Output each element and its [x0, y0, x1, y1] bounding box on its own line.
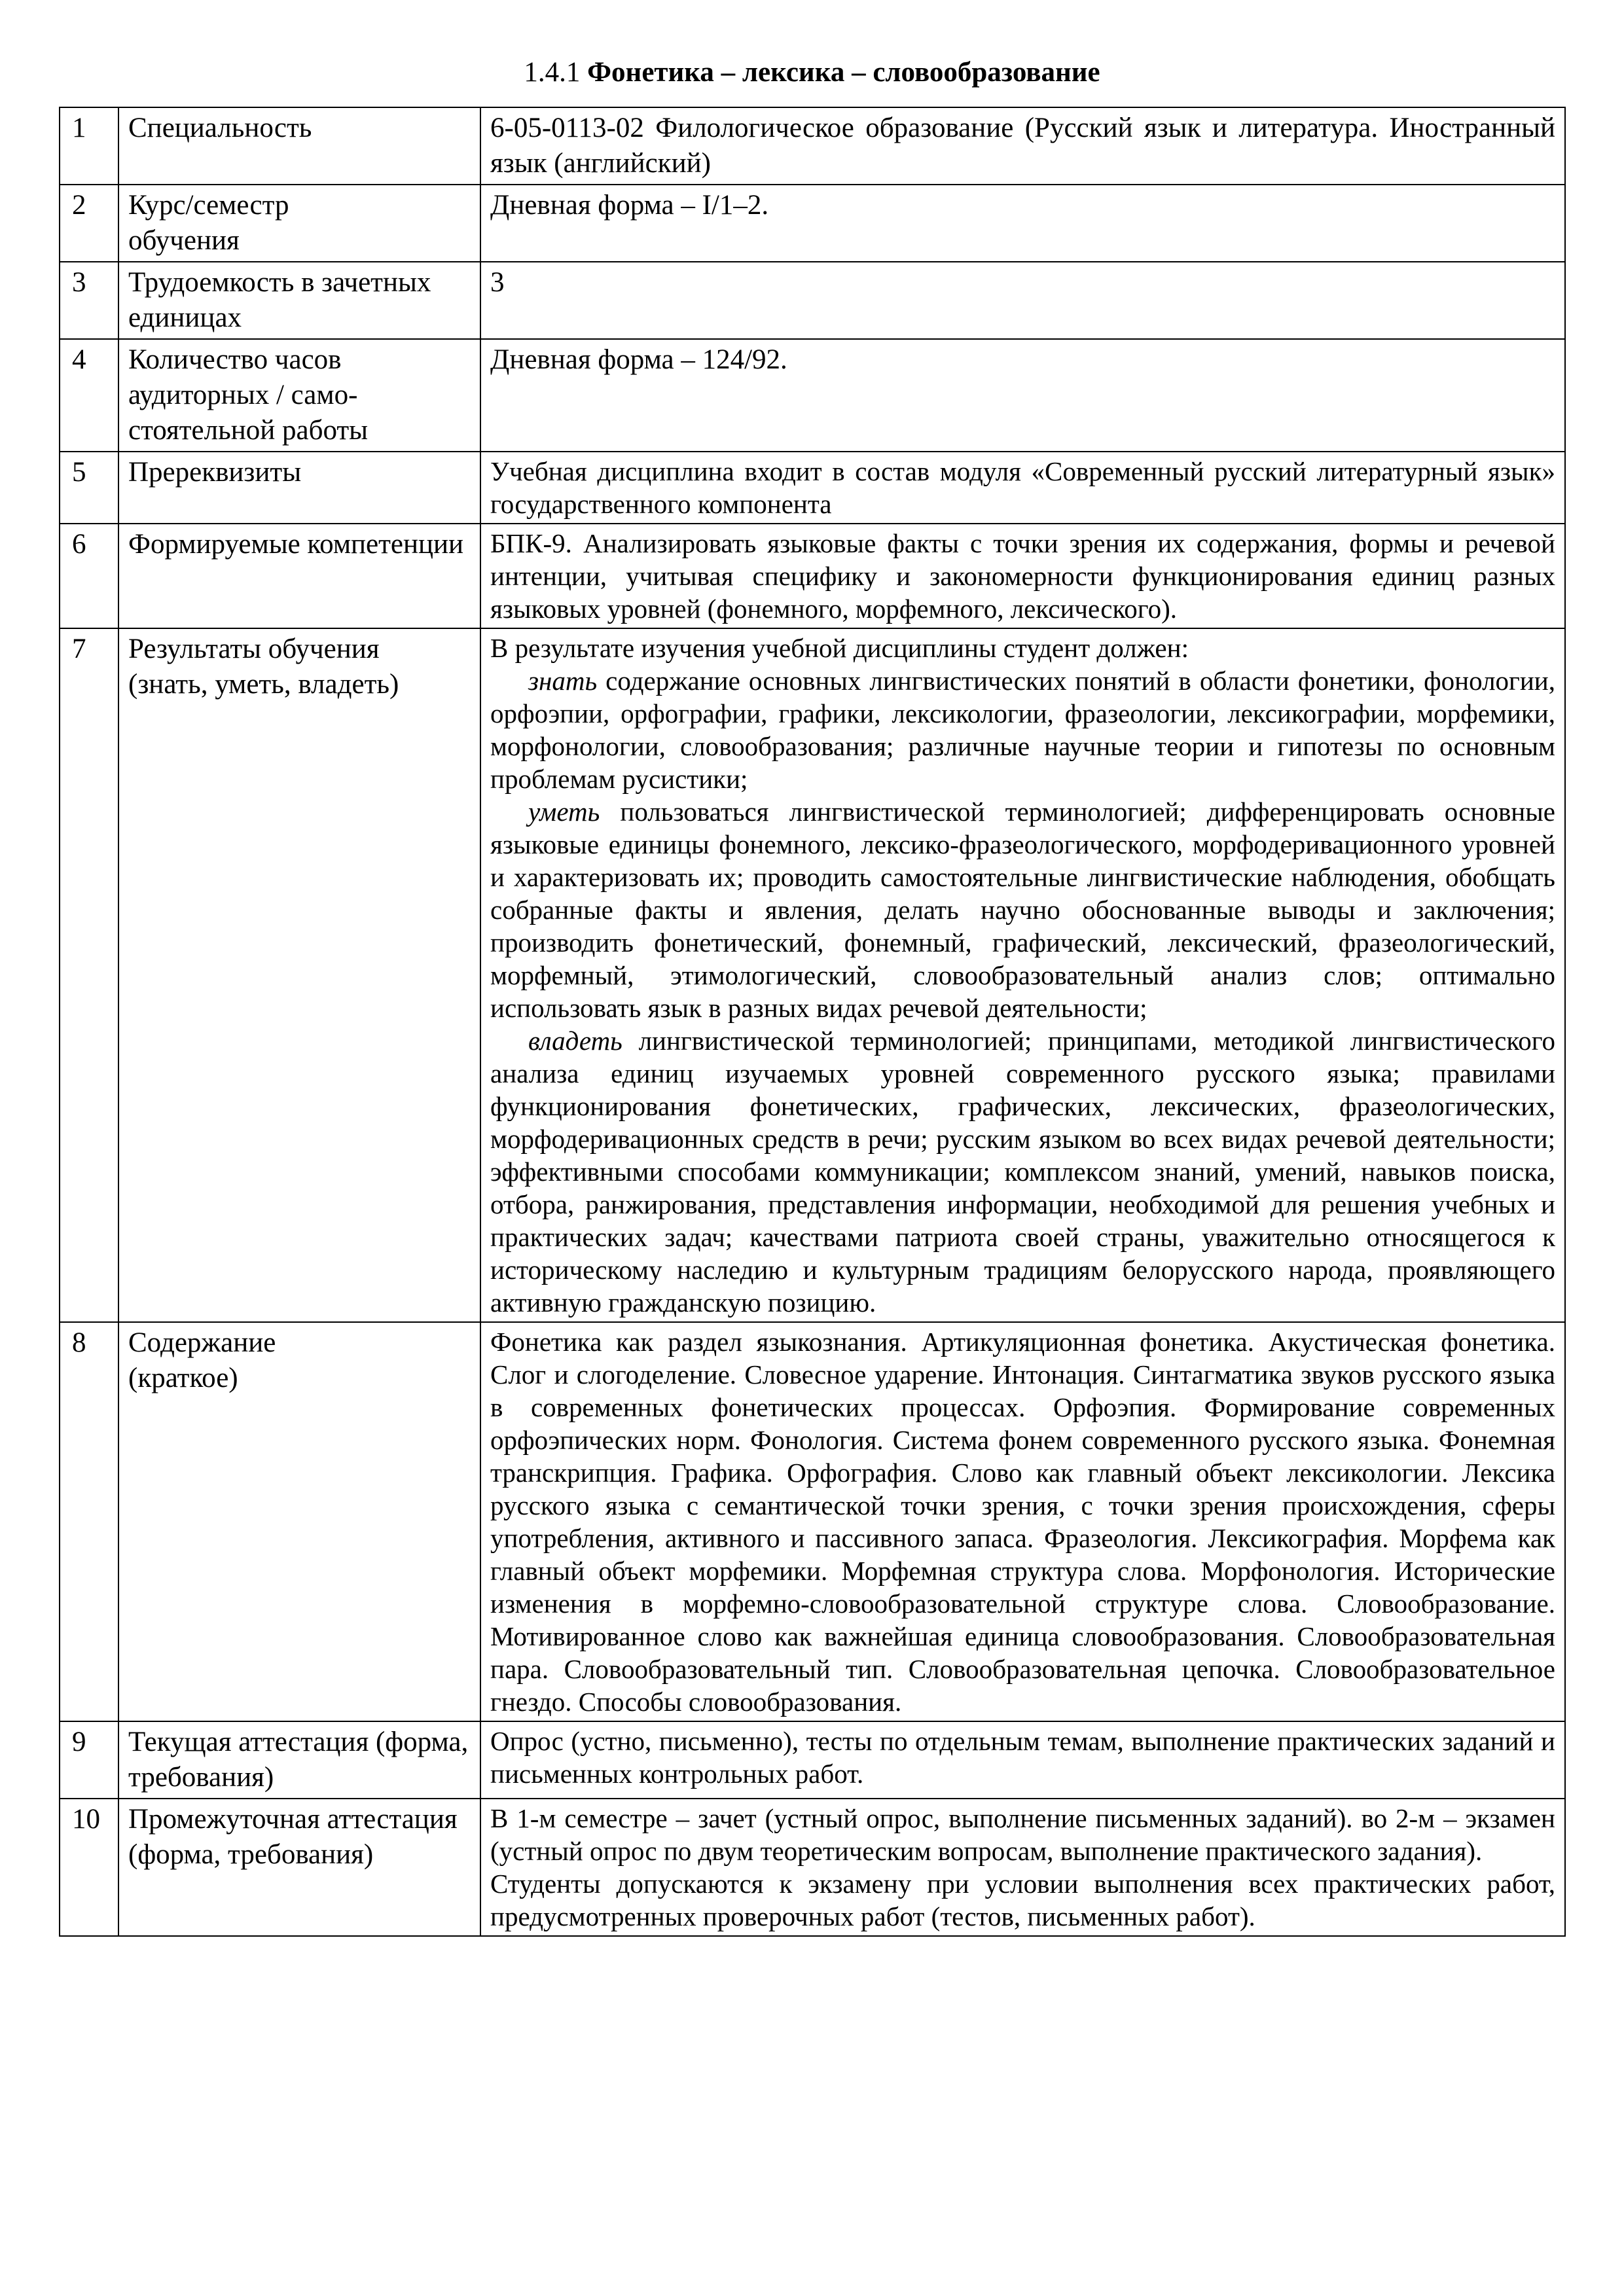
row-number: 10 [60, 1799, 118, 1936]
attestation-semesters: В 1-м семестре – зачет (устный опрос, выполнение письменных заданий). во 2-м – экзамен (устный опрос по двум теоретическим вопросам, выполнение практического задания). [490, 1803, 1555, 1866]
row-label: Текущая аттестация (форма, требования) [118, 1721, 480, 1799]
row-label: Специальность [118, 107, 480, 185]
row-label: Промежуточная аттестация (форма, требования) [118, 1799, 480, 1936]
learning-outcomes [480, 628, 1565, 1322]
row-number: 3 [60, 262, 118, 339]
row-number: 9 [60, 1721, 118, 1799]
row-number: 7 [60, 628, 118, 1322]
row-label: Результаты обучения (знать, уметь, владеть) [118, 628, 480, 1322]
row-number: 6 [60, 524, 118, 628]
table-row [60, 1799, 1565, 1936]
outcomes-intro: В результате изучения учебной дисциплины студент должен: [490, 633, 1189, 663]
can-keyword: уметь [528, 797, 600, 827]
section-title: Фонетика – лексика – словообразование [587, 57, 1100, 88]
row-number: 8 [60, 1322, 118, 1721]
row-value: Фонетика как раздел языкознания. Артикуляционная фонетика. Акустическая фонетика. Слог и слогоделение. Словесное ударение. Интонация. Синтагматика звуков русского языка в современных фонетических процессах. Орфоэпия. Формирование современных орфоэпических норм. Фонология. Система фонем современного русского языка. Фонемная транскрипция. Графика. Орфография. Слово как главный объект лексикологии. Лексика русского языка с семантической точки зрения, с точки зрения происхождения, сферы употребления, активного и пассивного запаса. Фразеология. Лексикография. Морфема как главный объект морфемики. Морфемная структура слова. Морфонология. Исторические изменения в морфемно-словообразовательной структуре слова. Словообразование. Мотивированное слово как важнейшая единица словообразования. Словообразовательная пара. Словообразовательный тип. Словообразовательная цепочка. Словообразовательное гнездо. Способы словообразования. [480, 1322, 1565, 1721]
row-number: 1 [60, 107, 118, 185]
section-number: 1.4.1 [524, 57, 581, 88]
table-row [60, 185, 1565, 262]
row-label: Содержание (краткое) [118, 1322, 480, 1721]
table-row [60, 1322, 1565, 1721]
row-label: Количество часов аудиторных / само-стоятельной работы [118, 339, 480, 452]
row-value: 3 [480, 262, 1565, 339]
outcomes-can [490, 795, 1555, 1024]
row-value: Опрос (устно, письменно), тесты по отдельным темам, выполнение практических заданий и письменных контрольных работ. [480, 1721, 1565, 1799]
syllabus-table [59, 107, 1566, 1937]
outcomes-own [490, 1024, 1555, 1319]
table-row [60, 1721, 1565, 1799]
row-value: Учебная дисциплина входит в состав модуля «Современный русский литературный язык» государственного компонента [480, 452, 1565, 524]
table-row [60, 524, 1565, 628]
row-label: Трудоемкость в зачетных единицах [118, 262, 480, 339]
own-keyword: владеть [528, 1026, 623, 1056]
row-number: 5 [60, 452, 118, 524]
own-text: лингвистической терминологией; принципами, методикой лингвистического анализа единиц изучаемых уровней современного русского языка; правилами функционирования фонетических, графических, лексических, фразеологических, морфодеривационных средств в речи; русским языком во всех видах речевой деятельности; эффективными способами коммуникации; комплексом знаний, умений, навыков поиска, отбора, ранжирования, представления информации, необходимой для решения учебных и практических задач; качествами патриота своей страны, уважительно относящегося к историческому наследию и культурным традициям белорусского народа, проявляющего активную гражданскую позицию. [490, 1026, 1555, 1318]
row-label: Курс/семестр обучения [118, 185, 480, 262]
row-value: Дневная форма – I/1–2. [480, 185, 1565, 262]
page-title [0, 55, 1624, 90]
table-row [60, 452, 1565, 524]
row-number: 2 [60, 185, 118, 262]
row-value [480, 1799, 1565, 1936]
row-value: 6-05-0113-02 Филологическое образование (Русский язык и литература. Иностранный язык (английский) [480, 107, 1565, 185]
row-label: Пререквизиты [118, 452, 480, 524]
row-number: 4 [60, 339, 118, 452]
can-text: пользоваться лингвистической терминологией; дифференцировать основные языковые единицы фонемного, лексико-фразеологического, морфодеривационного уровней и характеризовать их; проводить самостоятельные лингвистические наблюдения, обобщать собранные факты и явления, делать научно обоснованные выводы и заключения; производить фонетический, фонемный, графический, лексический, фразеологический, морфемный, этимологический, словообразовательный анализ слов; оптимально использовать язык в разных видах речевой деятельности; [490, 797, 1555, 1023]
table-row [60, 262, 1565, 339]
table-row [60, 339, 1565, 452]
attestation-admission: Студенты допускаются к экзамену при условии выполнения всех практических работ, предусмотренных проверочных работ (тестов, письменных работ). [490, 1869, 1555, 1931]
know-text: содержание основных лингвистических понятий в области фонетики, фонологии, орфоэпии, орфографии, графики, лексикологии, фразеологии, лексикографии, морфемики, морфонологии, словообразования; различные научные теории и гипотезы по основным проблемам русистики; [490, 666, 1555, 794]
outcomes-know [490, 664, 1555, 795]
row-value: БПК-9. Анализировать языковые факты с точки зрения их содержания, формы и речевой интенции, учитывая специфику и закономерности функционирования единиц разных языковых уровней (фонемного, морфемного, лексического). [480, 524, 1565, 628]
row-label: Формируемые компетенции [118, 524, 480, 628]
row-value: Дневная форма – 124/92. [480, 339, 1565, 452]
know-keyword: знать [528, 666, 598, 696]
table-row [60, 107, 1565, 185]
table-row [60, 628, 1565, 1322]
